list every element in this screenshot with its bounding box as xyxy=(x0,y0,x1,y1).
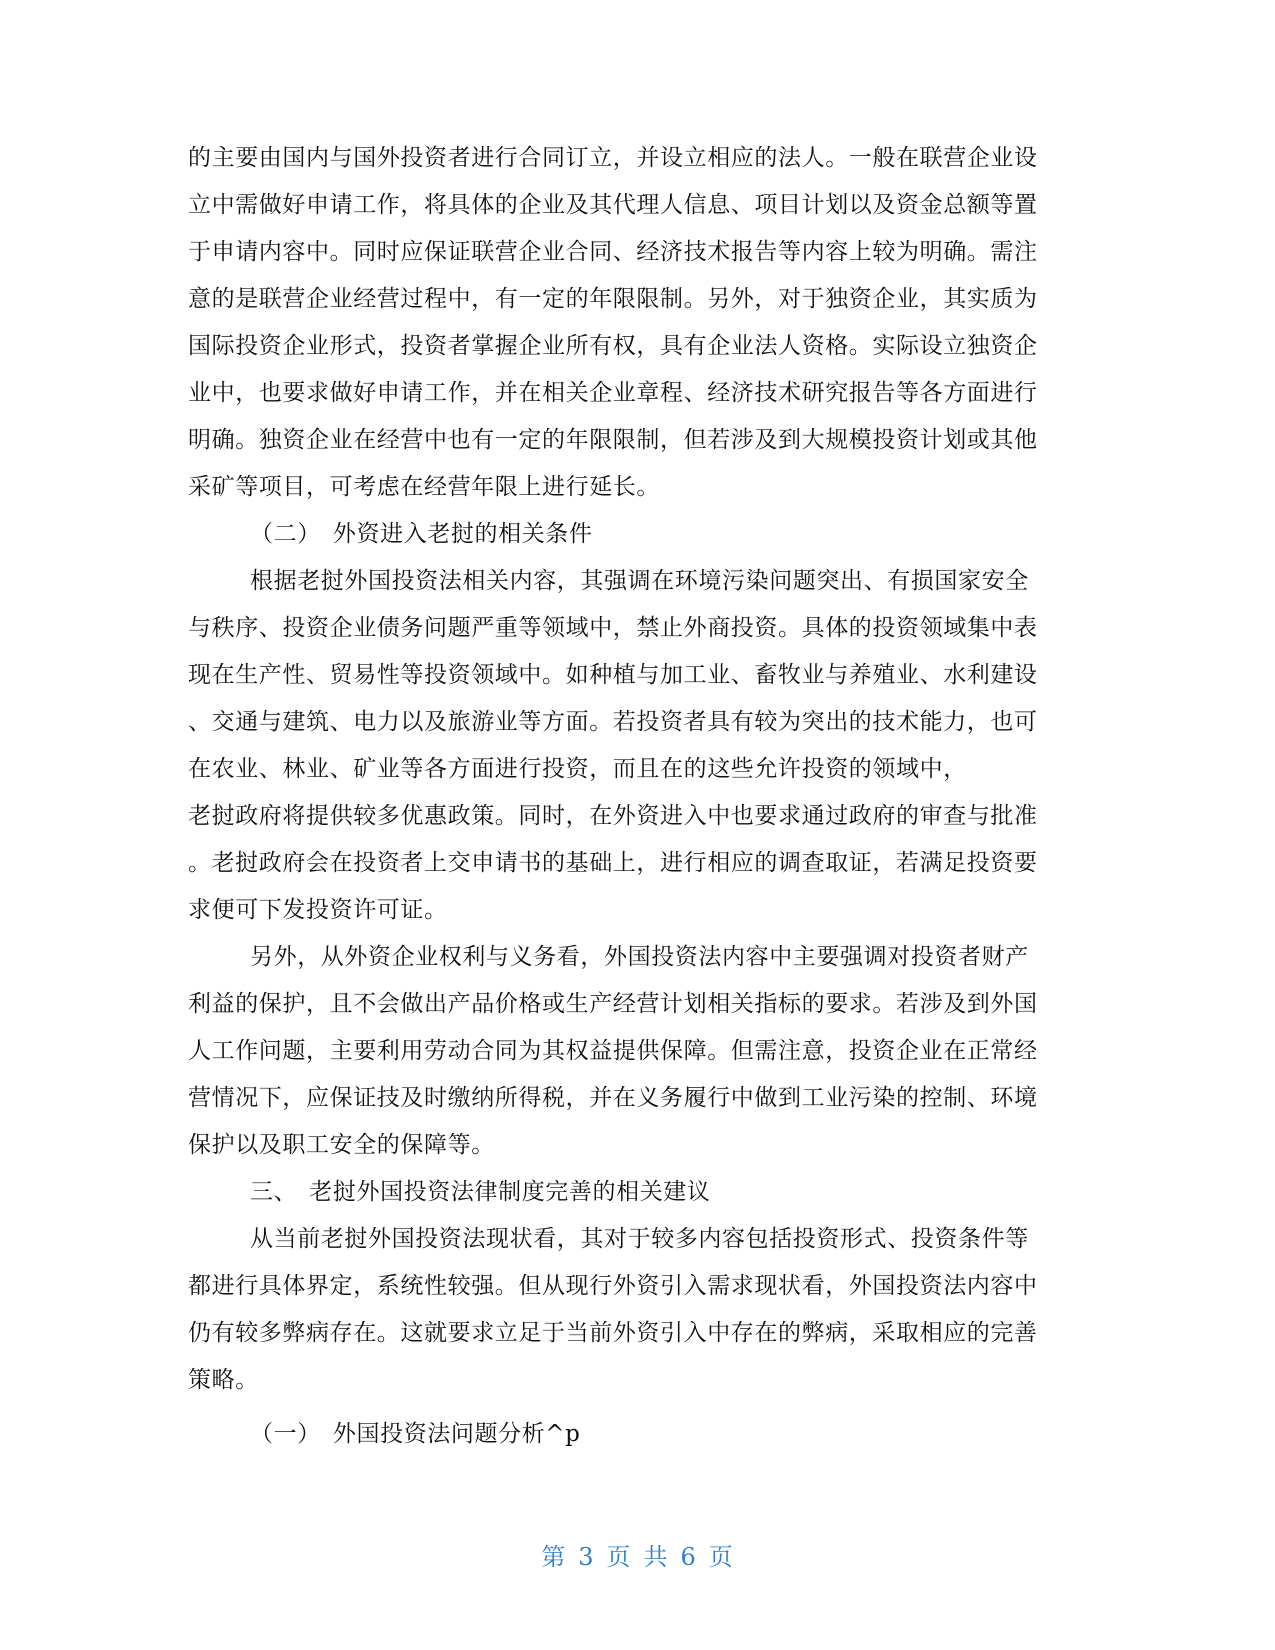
text-line: 营情况下，应保证技及时缴纳所得税，并在义务履行中做到工业污染的控制、环境 xyxy=(188,1085,1038,1111)
footer-page-word: 页 xyxy=(606,1543,632,1571)
text-line: 业中，也要求做好申请工作，并在相关企业章程、经济技术研究报告等各方面进行 xyxy=(188,380,1038,406)
text-line: 国际投资企业形式，投资者掌握企业所有权，具有企业法人资格。实际设立独资企 xyxy=(188,333,1038,359)
text-line: 意的是联营企业经营过程中，有一定的年限限制。另外，对于独资企业，其实质为 xyxy=(188,286,1038,312)
text-line: 在农业、林业、矿业等各方面进行投资，而且在的这些允许投资的领域中， xyxy=(188,756,967,782)
footer-total-word: 共 xyxy=(643,1543,669,1571)
text-line: 于申请内容中。同时应保证联营企业合同、经济技术报告等内容上较为明确。需注 xyxy=(188,239,1038,265)
text-line: 立中需做好申请工作，将具体的企业及其代理人信息、项目计划以及资金总额等置 xyxy=(188,192,1038,218)
text-line: 的主要由国内与国外投资者进行合同订立，并设立相应的法人。一般在联营企业设 xyxy=(188,145,1038,171)
section-heading: 三、 老挝外国投资法律制度完善的相关建议 xyxy=(250,1179,711,1205)
page-number-footer xyxy=(0,1537,1275,1572)
footer-total-pages: 6 xyxy=(680,1543,697,1571)
text-line: 人工作问题，主要利用劳动合同为其权益提供保障。但需注意，投资企业在正常经 xyxy=(188,1038,1038,1064)
text-line: 根据老挝外国投资法相关内容，其强调在环境污染问题突出、有损国家安全 xyxy=(250,568,1029,594)
text-line: 老挝政府将提供较多优惠政策。同时，在外资进入中也要求通过政府的审查与批准 xyxy=(188,803,1038,829)
text-line: 明确。独资企业在经营中也有一定的年限限制，但若涉及到大规模投资计划或其他 xyxy=(188,427,1038,453)
text-line: 仍有较多弊病存在。这就要求立足于当前外资引入中存在的弊病，采取相应的完善 xyxy=(188,1320,1038,1346)
text-line: 、交通与建筑、电力以及旅游业等方面。若投资者具有较为突出的技术能力，也可 xyxy=(188,709,1038,735)
section-heading: （二） 外资进入老挝的相关条件 xyxy=(250,521,593,547)
footer-suffix: 页 xyxy=(708,1543,734,1571)
text-line: 从当前老挝外国投资法现状看，其对于较多内容包括投资形式、投资条件等 xyxy=(250,1226,1029,1252)
text-line: 策略。 xyxy=(188,1367,259,1393)
text-line: 。老挝政府会在投资者上交申请书的基础上，进行相应的调查取证，若满足投资要 xyxy=(188,850,1038,876)
text-line: 现在生产性、贸易性等投资领域中。如种植与加工业、畜牧业与养殖业、水利建设 xyxy=(188,662,1038,688)
text-line: 与秩序、投资企业债务问题严重等领域中，禁止外商投资。具体的投资领域集中表 xyxy=(188,615,1038,641)
text-line: 采矿等项目，可考虑在经营年限上进行延长。 xyxy=(188,474,660,500)
footer-prefix: 第 xyxy=(541,1543,567,1571)
text-line: 另外，从外资企业权利与义务看，外国投资法内容中主要强调对投资者财产 xyxy=(250,944,1029,970)
text-line: 求便可下发投资许可证。 xyxy=(188,897,448,923)
footer-current-page: 3 xyxy=(578,1543,595,1571)
section-heading: （一） 外国投资法问题分析^p xyxy=(250,1421,581,1447)
text-line: 保护以及职工安全的保障等。 xyxy=(188,1132,495,1158)
text-line: 利益的保护，且不会做出产品价格或生产经营计划相关指标的要求。若涉及到外国 xyxy=(188,991,1038,1017)
text-line: 都进行具体界定，系统性较强。但从现行外资引入需求现状看，外国投资法内容中 xyxy=(188,1273,1038,1299)
